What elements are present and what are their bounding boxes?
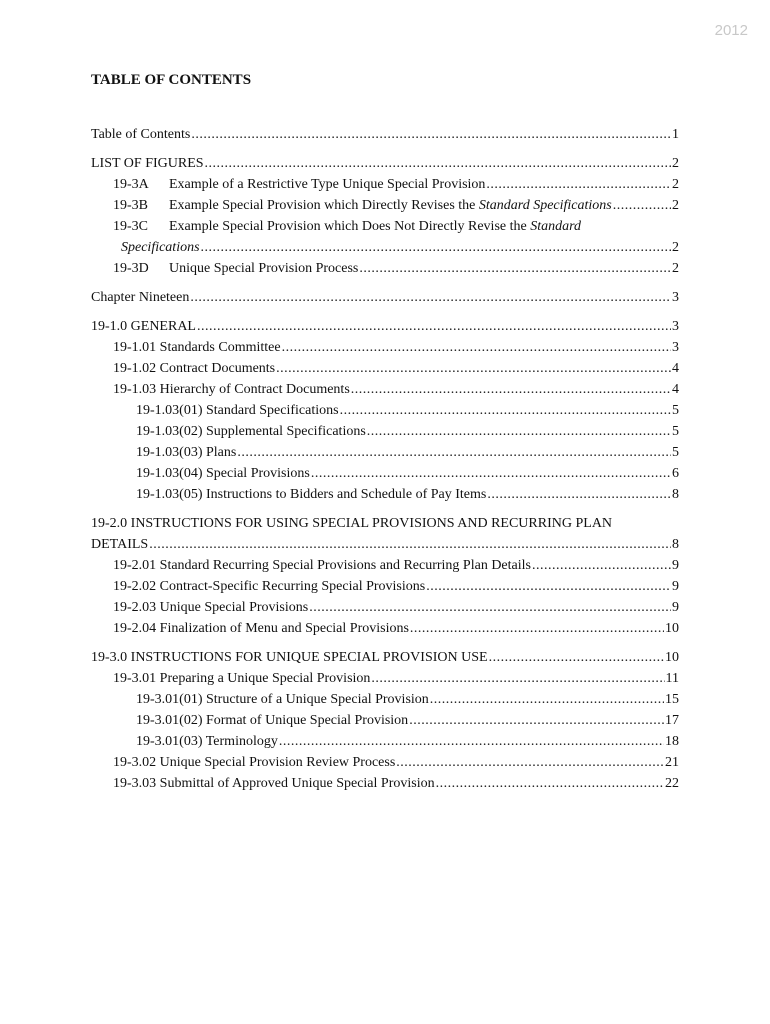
toc-entry-19-3-01-03[interactable] [91,731,679,752]
toc-entry-19-1-03-02[interactable] [91,421,679,442]
figure-title-italic: Standard Specifications [478,198,612,213]
entry-text: 19-1.03(04) Special Provisions [136,466,310,481]
leader-dots [205,153,671,174]
toc-entry-figure-19-3c-line2[interactable] [91,237,679,258]
page-number: 2 [672,240,679,255]
toc-entry-19-2-0-line2[interactable] [91,534,679,555]
entry-text: 19-1.02 Contract Documents [113,361,276,376]
page-number: 2 [672,177,679,192]
entry-text [113,195,612,216]
toc-entry-19-1-02[interactable] [91,358,679,379]
leader-dots [367,421,671,442]
toc-entry-19-1-0[interactable] [91,316,679,337]
leader-dots [409,710,664,731]
toc-entry-figure-19-3d[interactable] [91,258,679,279]
toc-entry-19-1-03-04[interactable] [91,463,679,484]
leader-dots [311,463,671,484]
toc-entry-figure-19-3c-line1[interactable] [91,216,679,237]
leader-dots [276,358,671,379]
figure-title: Example Special Provision which Directly Revises the [169,198,479,213]
page-number: 3 [672,340,679,355]
entry-text: Table of Contents [91,127,191,142]
leader-dots [309,597,671,618]
figure-number: 19-3C [113,219,148,234]
toc-entry-19-3-01-01[interactable] [91,689,679,710]
page-number: 3 [672,290,679,305]
leader-dots [191,124,671,145]
page-number: 15 [665,692,679,707]
entry-text: 19-1.01 Standards Committee [113,340,281,355]
entry-text: 19-2.01 Standard Recurring Special Provisions and Recurring Plan Details [113,558,531,573]
page-number: 10 [665,650,679,665]
page-number: 8 [672,537,679,552]
page-number: 5 [672,403,679,418]
toc-entry-19-3-01[interactable] [91,668,679,689]
page-number: 9 [672,579,679,594]
entry-text: LIST OF FIGURES [91,156,204,171]
page-number: 11 [665,671,679,686]
entry-text: 19-3.01(03) Terminology [136,734,278,749]
entry-text: 19-3.03 Submittal of Approved Unique Special Provision [113,776,435,791]
page-number: 5 [672,424,679,439]
page-number: 22 [665,776,679,791]
leader-dots [190,287,671,308]
leader-dots [430,689,664,710]
toc-entry-19-1-03-05[interactable] [91,484,679,505]
toc-entry-figure-19-3a[interactable] [91,174,679,195]
leader-dots [197,316,671,337]
entry-text: 19-2.02 Contract-Specific Recurring Special Provisions [113,579,426,594]
entry-text: 19-1.03 Hierarchy of Contract Documents [113,382,350,397]
leader-dots [489,647,664,668]
leader-dots [237,442,671,463]
page-number: 4 [672,361,679,376]
entry-text: 19-1.0 GENERAL [91,319,196,334]
figure-title-italic: Specifications [121,240,200,255]
page-number: 6 [672,466,679,481]
leader-dots [351,379,671,400]
entry-text: 19-3.02 Unique Special Provision Review Process [113,755,396,770]
leader-dots [279,731,664,752]
figure-number: 19-3B [113,198,148,213]
leader-dots [410,618,664,639]
page-number: 17 [665,713,679,728]
leader-dots [149,534,671,555]
figure-number: 19-3D [113,261,149,276]
figure-title-italic: Standard [530,219,582,234]
toc-entry-19-2-0-line1[interactable] [91,513,679,534]
toc-entry-19-3-03[interactable] [91,773,679,794]
toc-entry-19-1-03-01[interactable] [91,400,679,421]
entry-text [113,174,485,195]
leader-dots [340,400,671,421]
entry-text: 19-2.03 Unique Special Provisions [113,600,309,615]
leader-dots [282,337,671,358]
toc-entry-19-1-01[interactable] [91,337,679,358]
page-number: 18 [665,734,679,749]
year-watermark: 2012 [714,22,748,39]
entry-text: 19-1.03(02) Supplemental Specifications [136,424,366,439]
toc-entry-19-3-0[interactable] [91,647,679,668]
toc-entry-19-3-02[interactable] [91,752,679,773]
figure-number: 19-3A [113,177,149,192]
entry-text: Chapter Nineteen [91,290,190,305]
leader-dots [371,668,664,689]
leader-dots [436,773,664,794]
page-number: 2 [672,261,679,276]
page-number: 3 [672,319,679,334]
toc-entry-19-1-03-03[interactable] [91,442,679,463]
page-number: 9 [672,600,679,615]
entry-text: 19-3.0 INSTRUCTIONS FOR UNIQUE SPECIAL PROVISION USE [91,650,488,665]
toc-entry-table-of-contents[interactable] [91,124,679,145]
toc-entry-19-2-03[interactable] [91,597,679,618]
entry-text: 19-1.03(05) Instructions to Bidders and Schedule of Pay Items [136,487,487,502]
toc-entry-19-1-03[interactable] [91,379,679,400]
toc-entry-19-2-04[interactable] [91,618,679,639]
page-number: 2 [672,156,679,171]
entry-text: DETAILS [91,537,149,552]
figure-title: Unique Special Provision Process [169,261,359,276]
page-number: 9 [672,558,679,573]
toc-entry-list-of-figures[interactable] [91,153,679,174]
page-number: 5 [672,445,679,460]
page-number: 2 [672,198,679,213]
entry-text [121,237,200,258]
leader-dots [396,752,664,773]
leader-dots [532,555,671,576]
entry-text: 19-1.03(01) Standard Specifications [136,403,339,418]
page-number: 4 [672,382,679,397]
toc-entry-figure-19-3b[interactable] [91,195,679,216]
figure-title: Example of a Restrictive Type Unique Special Provision [169,177,486,192]
leader-dots [201,237,671,258]
table-of-contents [91,124,679,794]
entry-text: 19-2.0 INSTRUCTIONS FOR USING SPECIAL PROVISIONS AND RECURRING PLAN [91,516,613,531]
page-number: 21 [665,755,679,770]
toc-entry-19-2-01[interactable] [91,555,679,576]
entry-text: 19-2.04 Finalization of Menu and Special Provisions [113,621,409,636]
leader-dots [426,576,671,597]
toc-entry-19-2-02[interactable] [91,576,679,597]
page-number: 10 [665,621,679,636]
entry-text: 19-1.03(03) Plans [136,445,237,460]
entry-text: 19-3.01(02) Format of Unique Special Provision [136,713,409,728]
leader-dots [359,258,671,279]
toc-entry-chapter-nineteen[interactable] [91,287,679,308]
leader-dots [486,174,671,195]
toc-entry-19-3-01-02[interactable] [91,710,679,731]
page-number: 1 [672,127,679,142]
leader-dots [613,195,671,216]
figure-title: Example Special Provision which Does Not Directly Revise the [169,219,531,234]
entry-text [113,258,358,279]
leader-dots [487,484,671,505]
page-number: 8 [672,487,679,502]
entry-text: 19-3.01(01) Structure of a Unique Special Provision [136,692,429,707]
entry-text: 19-3.01 Preparing a Unique Special Provision [113,671,371,686]
page-title: TABLE OF CONTENTS [91,72,252,88]
